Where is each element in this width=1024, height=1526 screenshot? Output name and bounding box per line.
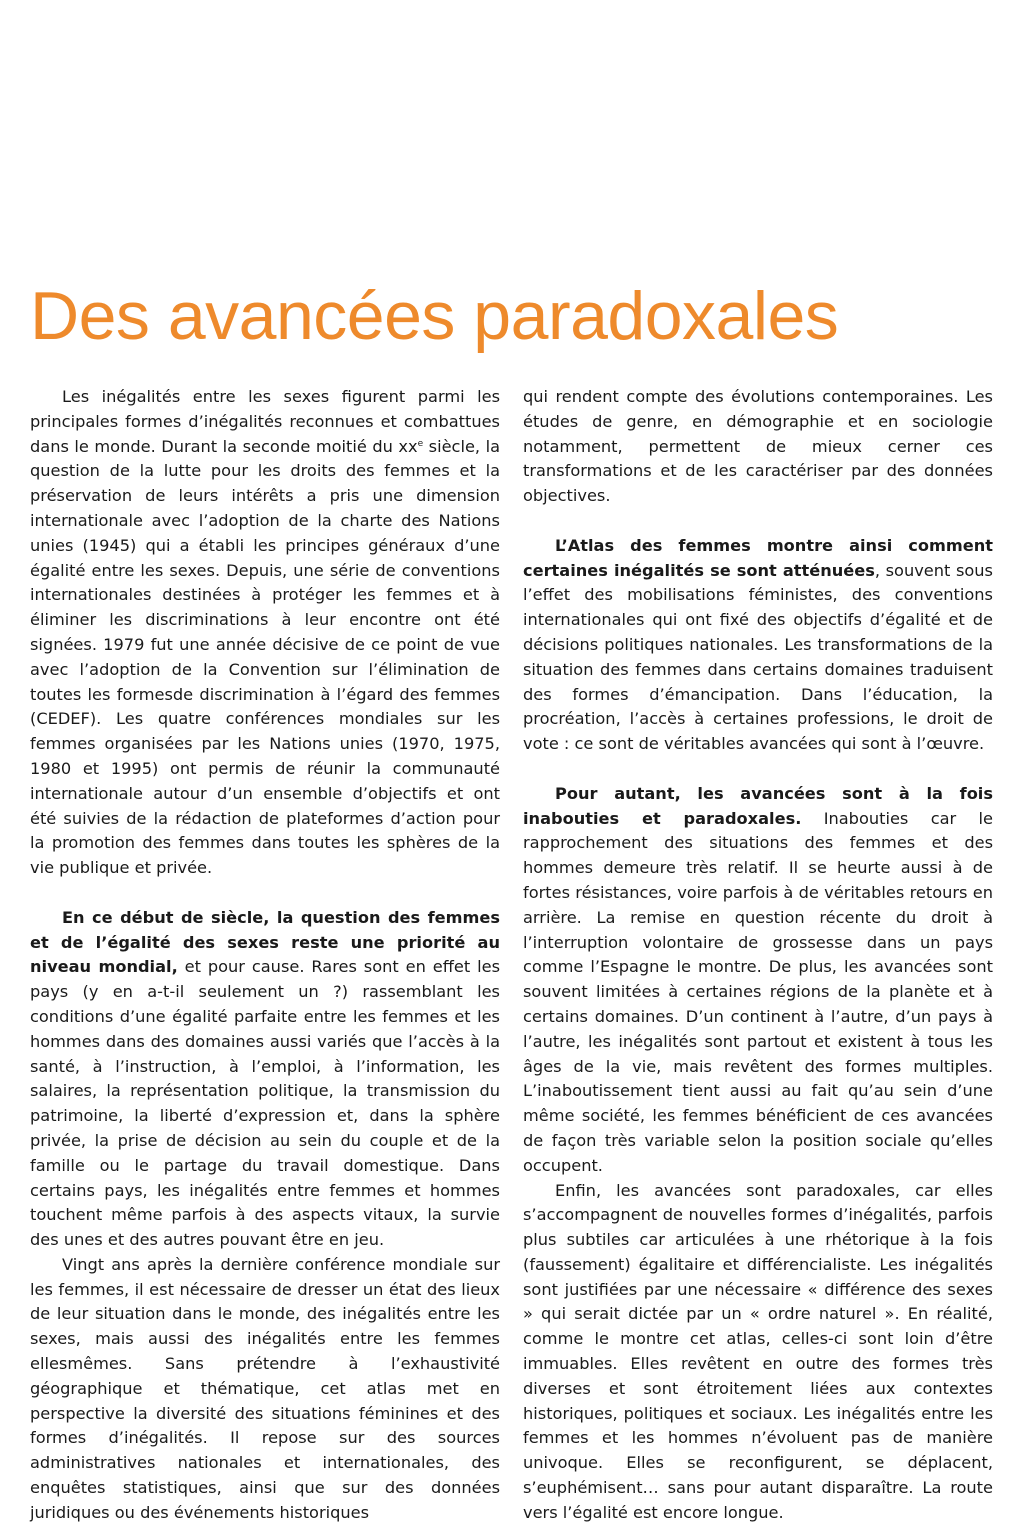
paragraph-paradox-lead: Pour autant, les avancées sont à la fois inabouties et paradoxales.: [523, 783, 993, 828]
right-column: [523, 385, 993, 1526]
paragraph-priority-lead: En ce début de siècle, la question des femmes et de l’égalité des sexes reste une priorité au niveau mondial,: [30, 907, 500, 977]
paragraph-continuation: qui rendent compte des évolutions contemporaines. Les études de genre, en démographie et en sociologie notamment, permettent de mieux cerner ces transformations et de les caractériser par des données objectives.: [523, 387, 993, 506]
paragraph-twenty-years: Vingt ans après la dernière conférence mondiale sur les femmes, il est nécessaire de dresser un état des lieux de leur situation dans le monde, des inégalités entre les sexes, mais aussi des inégalités entre les femmes ellesmêmes. Sans prétendre à l’exhaustivité géographique et thématique, cet atlas met en perspective la diversité des situations féminines et des formes d’inégalités. Il repose sur des sources administratives nationales et internationales, des enquêtes statistiques, ainsi que sur des données juridiques ou des événements historiques: [30, 1254, 500, 1522]
paragraph-intro-text-a: Les inégalités entre les sexes figurent parmi les principales formes d’inégalités reconnues et combattues dans le monde. Durant la seconde moitié du xx: [30, 387, 500, 456]
paragraph-paradox-text: Inabouties car le rapprochement des situations des femmes et des hommes demeure très relatif. Il se heurte aussi à de fortes résistances, voire parfois à de véritables retours en arrière. La remise en question récente du droit à l’interruption volontaire de grossesse dans un pays comme l’Espagne le montre. De plus, les avancées sont souvent limitées à certaines régions de la planète et à certains domaines. D’un continent à l’autre, d’un pays à l’autre, les inégalités sont partout et existent à tous les âges de la vie, mais revêtent des formes multiples. L’inaboutissement tient aussi au fait qu’au sein d’une même société, les femmes bénéficient de ces avancées de façon très variable selon la position sociale qu’elles occupent.: [523, 808, 994, 1175]
paragraph-paradox: [523, 782, 993, 1179]
paragraph-atlas-text: , souvent sous l’effet des mobilisations féministes, des conventions internationales qui ont fixé des objectifs d’égalité et de décisions politiques nationales. Les transformations de la situation des femmes dans certains domaines traduisent des formes d’émancipation. Dans l’éducation, la procréation, l’accès à certaines professions, le droit de vote : ce sont de véritables avancées qui sont à l’œuvre.: [523, 560, 993, 754]
paragraph-atlas-lead: L’Atlas des femmes montre ainsi comment certaines inégalités se sont atténuées: [523, 535, 993, 580]
paragraph-intro: [30, 385, 500, 881]
paragraph-priority-text: et pour cause. Rares sont en effet les pays (y en a-t-il seulement un ?) rassemblant les conditions d’une égalité parfaite entre les femmes et les hommes dans des domaines aussi variés que l’accès à la santé, à l’instruction, à l’emploi, à l’information, les salaires, la représentation politique, la transmission du patrimoine, la liberté d’expression et, dans la sphère privée, la prise de décision au sein du couple et de la famille ou le partage du travail domestique. Dans certains pays, les inégalités entre femmes et hommes touchent même parfois à des aspects vitaux, la survie des unes et des autres pouvant être en jeu.: [30, 957, 501, 1250]
left-column: [30, 385, 500, 1526]
paragraph-finally: Enfin, les avancées sont paradoxales, car elles s’accompagnent de nouvelles formes d’inégalités, parfois plus subtiles car articulées à une rhétorique à la fois (faussement) égalitaire et différencialiste. Les inégalités sont justifiées par une nécessaire « différence des sexes » qui serait dictée par un « ordre naturel ». En réalité, comme le montre cet atlas, celles-ci sont loin d’être immuables. Elles revêtent en outre des formes très diverses et sont étroitement liées aux contextes historiques, politiques et sociaux. Les inégalités entre les femmes et les hommes n’évoluent pas de manière univoque. Elles se reconfigurent, se déplacent, s’euphémisent… sans pour autant disparaître. La route vers l’égalité est encore longue.: [523, 1180, 993, 1522]
page-title: Des avancées paradoxales: [30, 278, 839, 354]
paragraph-priority: [30, 906, 500, 1253]
century-superscript: e: [417, 438, 424, 449]
paragraph-atlas: [523, 534, 993, 757]
paragraph-intro-text-b: siècle, la question de la lutte pour les droits des femmes et la préservation de leurs intérêts a pris une dimension internationale avec l’adoption de la charte des Nations unies (1945) qui a établi les principes généraux d’une égalité entre les sexes. Depuis, une série de conventions internationales destinées à protéger les femmes et à éliminer les discriminations à leur encontre ont été signées. 1979 fut une année décisive de ce point de vue avec l’adoption de la Convention sur l’élimination de toutes les formesde discrimination à l’égard des femmes (CEDEF). Les quatre conférences mondiales sur les femmes organisées par les Nations unies (1970, 1975, 1980 et 1995) ont permis de réunir la communauté internationale autour d’un ensemble d’objectifs et ont été suivies de la rédaction de plateformes d’action pour la promotion des femmes dans toutes les sphères de la vie publique et privée.: [30, 436, 500, 878]
